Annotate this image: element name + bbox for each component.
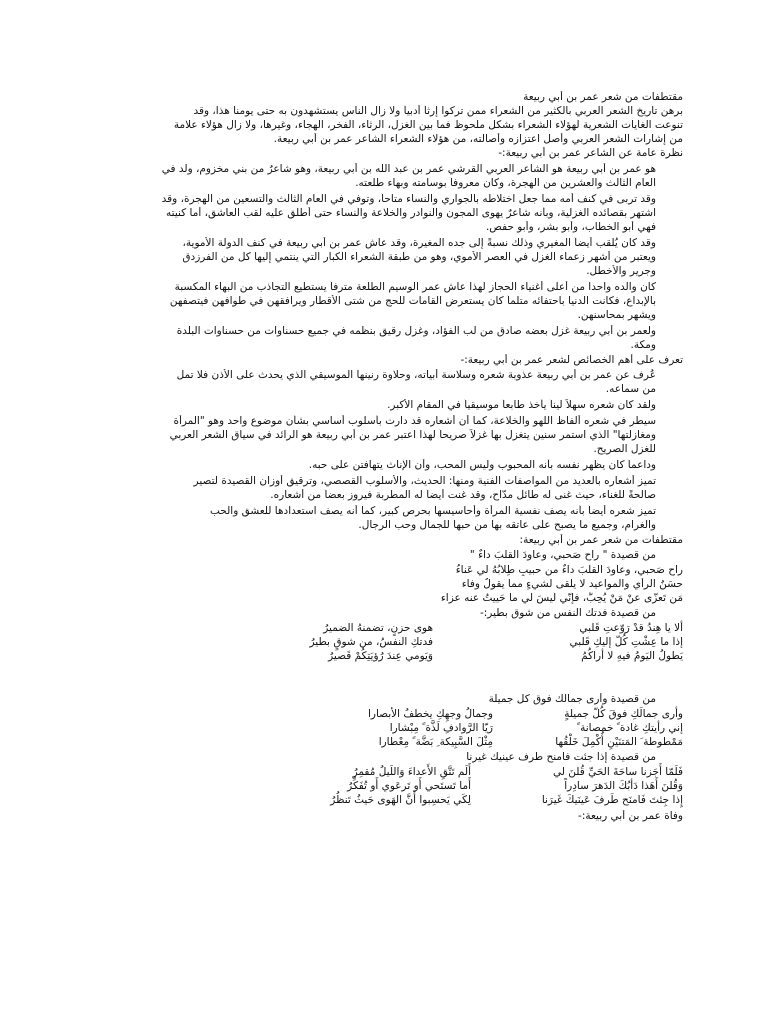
poem-2-verse-2 xyxy=(63,636,683,650)
poem-2-heading: • من قصيدة فدتك النفس من شوق بطير:- xyxy=(77,607,656,619)
poem-3-verse-3-first-hemistich: مَمْطوطة َ المَتنَيْنِ أُكْمِلَ خَلْقُها xyxy=(555,736,683,748)
bullet-10-line-2: صالحةً للغناء، حيث غنى له طائل مدّاح، وقد غنت أيضاً له المطربة فيروز بعضاً من أشعاره. xyxy=(270,489,656,501)
bullet-5-line-1: • ولعمر بن أبي ربيعة غزل بعضه صادق من لب الفؤاد، وغزل رقيق بنظمه في جميع حسناوات من حسناوات البلدة xyxy=(77,325,656,337)
section-heading-features: تعرف على أهم الخصائص لشعر عمر بن أبي ربيعة:- xyxy=(460,354,683,366)
poem-2-verse-2-first-hemistich: إذا ما عِشْتِ كُلّ إليكِ قَلبي xyxy=(569,636,683,648)
intro-line-1: برهن تاريخ الشعر العربي بالكثير من الشعراء ممن تركوا إرثاً أدبياً ولا زال الناس يستشهدون به حتى يومنا هذا، وقد xyxy=(193,105,683,117)
poem-3-verse-2 xyxy=(63,722,683,736)
poem-4-verse-2-second-hemistich: أَما تَستَحي أَو تَرعَوي أَو تُفَكِّرُ xyxy=(347,780,471,792)
poem-3-verse-1 xyxy=(63,708,683,722)
poem-4-verse-1 xyxy=(63,766,683,780)
poem-2-verse-3 xyxy=(63,650,683,664)
poem-4-verse-3 xyxy=(63,794,683,808)
poem-2-verse-1-first-hemistich: ألا يا هِندُ قدْ رَوّعتِ قَلبي xyxy=(579,622,683,634)
poem-4-verse-3-second-hemistich: لِكَي يَحسِبوا أَنَّ الهَوى حَيثُ تَنظُرُ xyxy=(330,794,471,806)
bullet-8-line-2: ومغازلتها" الذي استمر سنين يتغزل بها غزلاً صريحاً لهذا اعتبر عمر بن أبي ربيعة هو الرائد في سياق الشعر العربي xyxy=(169,429,656,441)
bullet-7-line-1: • ولقد كان شعره سهلاً ليناً يأخذ طابعاً موسيقياً في المقام الأكبر. xyxy=(77,399,656,411)
poem-1-verse-3: مَن تَعزّى عنْ مَنْ يُحِبُّ، فإنّي لَيسَ لي ما حَييتُ عنه عزاء xyxy=(440,592,683,604)
bullet-1-line-1: • هو عمر بن أبي ربيعة هو الشاعر العربي القرشي عمر بن عبد الله بن أبي ربيعة، وهو شاعرٌ من بني مخزوم، ولد في xyxy=(77,163,656,175)
bullet-11-line-1: • تميز شعره أيضاً بأنه يصف نفسية المرأة وأحاسيسها بحرص كبير، كما أنه يصف استعدادها للعشق والحب xyxy=(77,505,656,517)
poem-4-verse-2 xyxy=(63,780,683,794)
poem-3-verse-3-second-hemistich: مِثْلَ السَّبِيكة ِ بَضَّة ً مِعْطارا xyxy=(378,736,493,748)
poem-1-heading: • من قصيدة " راح صَحبي، وعاودَ القلبَ داءٌ " xyxy=(77,549,656,561)
poem-3-verse-1-first-hemistich: وأرى جمالَكِ فوقَ كُلّ جميلةٍ xyxy=(564,708,683,720)
bullet-2-line-1: • وقد تربى في كنف أمه مما جعل اختلاطه بالجواري والنساء متاحاً، وتوفي في العام الثالث والتسعين من الهجرة، وقد xyxy=(77,193,656,205)
bullet-2-line-2: اشتهر بقصائده الغزلية، وبأنه شاعرٌ يهوى المجون والنوادر والخلاعة والنساء حتى أُطلق عليه لقب العاشق، أما كنيته xyxy=(166,207,656,219)
document-title: مقتطفات من شعر عمر بن أبي ربيعة xyxy=(523,91,683,103)
bullet-5-line-2: ومكة. xyxy=(630,339,656,351)
bullet-3-line-2: ويعتبر من أشهر زعماء الغزل في العصر الأموي، وهو من طبقة الشعراء الكبار التي ينتمي إليها كل من الفرزدق xyxy=(182,251,656,263)
section-heading-overview: نظرة عامة عن الشاعر عمر بن أبي ربيعة:- xyxy=(498,147,683,159)
bullet-4-line-2: بالإبداع، فكانت الدنيا باحتفائه متلماً كان يستعرض القامات للحج من شتى الأقطار ويرافقهن في طوافهن فيتصفهن xyxy=(169,295,656,307)
bullet-11-line-2: والغرام، وجميع ما يصبح على عاتقه بها من حبها للجمال وحب الرجال. xyxy=(358,519,656,531)
bullet-10-line-1: • تميز أشعاره بالعديد من المواصفات الفنية ومنها: الحديث، والأسلوب القصصي، وترقيق أوزان القصيدة لتصير xyxy=(77,475,656,487)
poem-1-verse-1: راح صَحبي، وعاودَ القلبَ داءٌ من حبيبٍ طِلابُهُ لي عَناءُ xyxy=(455,564,683,576)
poem-4-verse-2-first-hemistich: وَقُلنَ أَهَذا دَأبُكَ الدَهرَ سادِراً xyxy=(564,780,683,792)
intro-line-3: من إشارات الشعر العربي وأصل اعتزازه وأصالته، من هؤلاء الشعراء الشاعر عمر بن أبي ربيعة. xyxy=(273,133,683,145)
bullet-3-line-3: وجرير والأخطل. xyxy=(586,265,656,277)
bullet-3-line-1: • وقد كان يُلقب أيضاً المغيري وذلك نسبةً إلى جده المغيرة، وقد عاش عمر بن أبي ربيعة في كنف الدولة الأموية، xyxy=(77,237,656,249)
poem-2-verse-1 xyxy=(63,622,683,636)
poem-1-verse-2: حسَنُ الرأي والمواعيد لا يلقى لشيءٍ مما يقولُ وفاء xyxy=(461,578,683,590)
bullet-2-line-3: فهي أبو الخطّاب، وأبو بشر، وأبو حفص. xyxy=(485,221,656,233)
bullet-8-line-1: • سيطر في شعره ألفاظ اللهو والخلاعة، كما أن أشعاره قد دارت بأسلوب أساسي بشأن موضوع واحد وهو "المرأة xyxy=(77,415,656,427)
poem-4-verse-3-first-hemistich: إِذا جِئتَ فَامنَح طَرفَ عَينَيكَ غَيرَنا xyxy=(541,794,683,806)
poem-2-verse-3-second-hemistich: وَيَومي عِندَ رُؤيَتِكُمْ قَصيرُ xyxy=(328,650,433,662)
poem-4-verse-1-second-hemistich: أَلَم تَتَّقِ الأَعداءَ وَاللَيلُ مُقمِرُ xyxy=(352,766,471,778)
section-heading-excerpts: مقتطفات من شعر عمر بن أبي ربيعة: xyxy=(519,534,683,546)
poem-2-verse-3-first-hemistich: يَطولُ اليَومُ فيهِ لا أراكُمُ xyxy=(581,650,683,662)
poem-4-heading: • من قصيدة إذا جئت فامنح طرف عينيك غيرنا xyxy=(77,751,656,763)
poem-2-verse-2-second-hemistich: فدتكِ النفسُ، من شوقٍ بطيرُ xyxy=(309,636,433,648)
bullet-1-line-2: العام الثالث والعشرين من الهجرة، وكان معروفاً بوسامته وبهاء طلعته. xyxy=(355,177,656,189)
poem-3-verse-1-second-hemistich: وجمالُ وجهِكِ يخطفُ الأبصارا xyxy=(367,708,493,720)
poem-4-verse-1-first-hemistich: فَلَمّا أَجَزنا ساحَةَ الحَيِّ قُلنَ لي xyxy=(553,766,683,778)
bullet-4-line-3: ويشهر بمحاسنهن. xyxy=(577,309,656,321)
poem-2-verse-1-second-hemistich: هوى حزنٍ، تضمنهُ الضميرُ xyxy=(323,622,433,634)
bullet-9-line-1: • وداعماً كان يظهر نفسه بأنه المحبوب وليس المحب، وأن الإناث يتهافتن على حبه. xyxy=(77,459,656,471)
intro-line-2: تنوعت الغايات الشعرية لهؤلاء الشعراء بشكل ملحوظ فما بين الغزل، الرثاء، الفخر، الهجاء، وغيرها، ولا زال هؤلاء علامة xyxy=(173,119,683,131)
poem-3-verse-2-first-hemistich: إني رأيتكِ غادة ً خمصانة ً xyxy=(577,722,683,734)
bullet-6-line-2: من سماعه. xyxy=(605,383,656,395)
bullet-6-line-1: • عُرف عن عمر بن أبي ربيعة عذوبة شعره وسلاسة أبياته، وحلاوة رنينها الموسيقي الذي يحدث على الأذن فلا تمل xyxy=(77,369,656,381)
poem-3-verse-2-second-hemistich: رَيّا الرَّوادفِ لَذَّة ً مِبْشارا xyxy=(389,722,493,734)
poem-3-verse-3 xyxy=(63,736,683,750)
bullet-8-line-3: للغزل الصريح. xyxy=(593,443,656,455)
poem-3-heading: • من قصيدة وأرى جمالك فوق كل جميلة xyxy=(77,693,656,705)
bullet-4-line-1: • كان والده واحداً من أعلى أغنياء الحجاز لهذا عاش عمر الوسيم الطلعة مترفاً يستطيع التجاذب من البهاء المكسبة xyxy=(77,281,656,293)
section-heading-death: وفاة عمر بن أبي ربيعة:- xyxy=(578,810,683,822)
